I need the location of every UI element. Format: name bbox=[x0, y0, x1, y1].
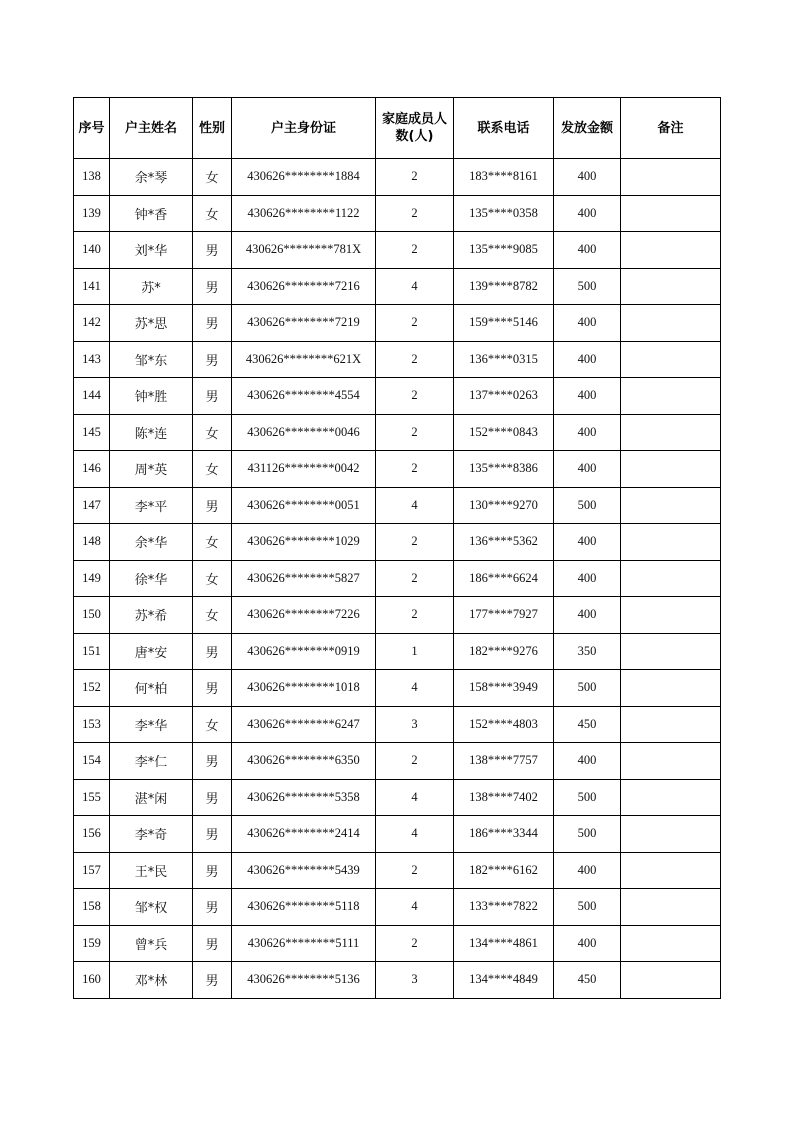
table-row bbox=[74, 232, 721, 269]
cell-gender: 男 bbox=[193, 816, 232, 853]
cell-no: 158 bbox=[74, 889, 110, 926]
cell-no: 154 bbox=[74, 743, 110, 780]
table-row bbox=[74, 706, 721, 743]
cell-id-card: 430626********7216 bbox=[232, 268, 376, 305]
cell-name: 李*仁 bbox=[110, 743, 193, 780]
cell-gender: 女 bbox=[193, 451, 232, 488]
cell-gender: 男 bbox=[193, 779, 232, 816]
cell-family-size: 3 bbox=[376, 962, 454, 999]
cell-family-size: 4 bbox=[376, 779, 454, 816]
cell-gender: 女 bbox=[193, 195, 232, 232]
cell-phone: 136****0315 bbox=[454, 341, 554, 378]
cell-id-card: 430626********0051 bbox=[232, 487, 376, 524]
cell-note bbox=[621, 779, 721, 816]
cell-amount: 500 bbox=[554, 816, 621, 853]
cell-id-card: 430626********1018 bbox=[232, 670, 376, 707]
cell-family-size: 2 bbox=[376, 925, 454, 962]
cell-name: 余*琴 bbox=[110, 159, 193, 196]
cell-amount: 500 bbox=[554, 487, 621, 524]
cell-no: 148 bbox=[74, 524, 110, 561]
cell-family-size: 2 bbox=[376, 414, 454, 451]
table-header bbox=[74, 98, 721, 159]
table-row bbox=[74, 633, 721, 670]
header-family-size bbox=[376, 98, 454, 159]
cell-family-size: 2 bbox=[376, 560, 454, 597]
cell-amount: 400 bbox=[554, 560, 621, 597]
cell-no: 145 bbox=[74, 414, 110, 451]
header-no: 序号 bbox=[74, 98, 110, 159]
table-row bbox=[74, 743, 721, 780]
cell-family-size: 4 bbox=[376, 816, 454, 853]
cell-name: 苏* bbox=[110, 268, 193, 305]
table-row bbox=[74, 889, 721, 926]
table-row bbox=[74, 670, 721, 707]
cell-family-size: 2 bbox=[376, 159, 454, 196]
cell-id-card: 430626********0046 bbox=[232, 414, 376, 451]
cell-amount: 400 bbox=[554, 341, 621, 378]
cell-phone: 134****4849 bbox=[454, 962, 554, 999]
cell-no: 152 bbox=[74, 670, 110, 707]
cell-name: 李*奇 bbox=[110, 816, 193, 853]
cell-phone: 152****4803 bbox=[454, 706, 554, 743]
cell-note bbox=[621, 305, 721, 342]
cell-family-size: 4 bbox=[376, 268, 454, 305]
cell-id-card: 430626********7226 bbox=[232, 597, 376, 634]
table-row bbox=[74, 305, 721, 342]
cell-no: 140 bbox=[74, 232, 110, 269]
cell-gender: 男 bbox=[193, 889, 232, 926]
cell-id-card: 430626********5439 bbox=[232, 852, 376, 889]
cell-amount: 350 bbox=[554, 633, 621, 670]
cell-note bbox=[621, 195, 721, 232]
cell-id-card: 431126********0042 bbox=[232, 451, 376, 488]
cell-note bbox=[621, 633, 721, 670]
cell-gender: 男 bbox=[193, 341, 232, 378]
cell-no: 150 bbox=[74, 597, 110, 634]
cell-phone: 136****5362 bbox=[454, 524, 554, 561]
cell-id-card: 430626********1029 bbox=[232, 524, 376, 561]
table-row bbox=[74, 852, 721, 889]
table-row bbox=[74, 560, 721, 597]
cell-name: 余*华 bbox=[110, 524, 193, 561]
cell-gender: 男 bbox=[193, 925, 232, 962]
cell-id-card: 430626********621X bbox=[232, 341, 376, 378]
cell-note bbox=[621, 378, 721, 415]
cell-note bbox=[621, 560, 721, 597]
cell-family-size: 2 bbox=[376, 341, 454, 378]
cell-name: 王*民 bbox=[110, 852, 193, 889]
cell-phone: 135****9085 bbox=[454, 232, 554, 269]
table-body bbox=[74, 159, 721, 999]
header-phone: 联系电话 bbox=[454, 98, 554, 159]
cell-amount: 400 bbox=[554, 378, 621, 415]
cell-amount: 400 bbox=[554, 925, 621, 962]
cell-family-size: 1 bbox=[376, 633, 454, 670]
cell-no: 157 bbox=[74, 852, 110, 889]
header-row bbox=[74, 98, 721, 159]
cell-note bbox=[621, 670, 721, 707]
cell-phone: 134****4861 bbox=[454, 925, 554, 962]
cell-phone: 182****9276 bbox=[454, 633, 554, 670]
header-amount: 发放金额 bbox=[554, 98, 621, 159]
cell-note bbox=[621, 341, 721, 378]
cell-phone: 133****7822 bbox=[454, 889, 554, 926]
cell-no: 147 bbox=[74, 487, 110, 524]
cell-name: 陈*连 bbox=[110, 414, 193, 451]
cell-note bbox=[621, 816, 721, 853]
cell-amount: 400 bbox=[554, 451, 621, 488]
cell-phone: 130****9270 bbox=[454, 487, 554, 524]
table-row bbox=[74, 268, 721, 305]
cell-name: 周*英 bbox=[110, 451, 193, 488]
cell-phone: 139****8782 bbox=[454, 268, 554, 305]
cell-no: 146 bbox=[74, 451, 110, 488]
cell-family-size: 4 bbox=[376, 487, 454, 524]
header-gender: 性别 bbox=[193, 98, 232, 159]
cell-gender: 男 bbox=[193, 852, 232, 889]
table-row bbox=[74, 378, 721, 415]
cell-name: 湛*闲 bbox=[110, 779, 193, 816]
cell-no: 151 bbox=[74, 633, 110, 670]
cell-name: 唐*安 bbox=[110, 633, 193, 670]
cell-amount: 400 bbox=[554, 852, 621, 889]
table-row bbox=[74, 962, 721, 999]
cell-amount: 500 bbox=[554, 670, 621, 707]
cell-id-card: 430626********1884 bbox=[232, 159, 376, 196]
cell-amount: 400 bbox=[554, 743, 621, 780]
cell-note bbox=[621, 925, 721, 962]
cell-name: 刘*华 bbox=[110, 232, 193, 269]
table-row bbox=[74, 524, 721, 561]
cell-family-size: 4 bbox=[376, 670, 454, 707]
cell-name: 邹*东 bbox=[110, 341, 193, 378]
cell-note bbox=[621, 414, 721, 451]
cell-id-card: 430626********7219 bbox=[232, 305, 376, 342]
cell-phone: 159****5146 bbox=[454, 305, 554, 342]
cell-id-card: 430626********5358 bbox=[232, 779, 376, 816]
cell-amount: 500 bbox=[554, 779, 621, 816]
table-row bbox=[74, 779, 721, 816]
cell-note bbox=[621, 232, 721, 269]
cell-note bbox=[621, 524, 721, 561]
cell-id-card: 430626********6247 bbox=[232, 706, 376, 743]
cell-family-size: 2 bbox=[376, 305, 454, 342]
cell-gender: 女 bbox=[193, 597, 232, 634]
cell-gender: 男 bbox=[193, 633, 232, 670]
table-row bbox=[74, 341, 721, 378]
cell-family-size: 4 bbox=[376, 889, 454, 926]
cell-id-card: 430626********781X bbox=[232, 232, 376, 269]
cell-id-card: 430626********1122 bbox=[232, 195, 376, 232]
cell-id-card: 430626********5111 bbox=[232, 925, 376, 962]
cell-gender: 男 bbox=[193, 743, 232, 780]
cell-gender: 女 bbox=[193, 524, 232, 561]
cell-phone: 186****3344 bbox=[454, 816, 554, 853]
cell-amount: 400 bbox=[554, 195, 621, 232]
cell-note bbox=[621, 743, 721, 780]
subsidy-table bbox=[73, 97, 721, 999]
cell-no: 155 bbox=[74, 779, 110, 816]
cell-name: 何*柏 bbox=[110, 670, 193, 707]
cell-amount: 500 bbox=[554, 268, 621, 305]
cell-note bbox=[621, 852, 721, 889]
cell-id-card: 430626********5136 bbox=[232, 962, 376, 999]
header-id-card: 户主身份证 bbox=[232, 98, 376, 159]
cell-note bbox=[621, 706, 721, 743]
cell-gender: 男 bbox=[193, 232, 232, 269]
table-row bbox=[74, 195, 721, 232]
cell-phone: 135****8386 bbox=[454, 451, 554, 488]
cell-name: 徐*华 bbox=[110, 560, 193, 597]
cell-note bbox=[621, 159, 721, 196]
cell-family-size: 2 bbox=[376, 378, 454, 415]
cell-phone: 183****8161 bbox=[454, 159, 554, 196]
cell-phone: 138****7757 bbox=[454, 743, 554, 780]
cell-gender: 女 bbox=[193, 706, 232, 743]
cell-no: 156 bbox=[74, 816, 110, 853]
cell-note bbox=[621, 889, 721, 926]
cell-name: 曾*兵 bbox=[110, 925, 193, 962]
header-name: 户主姓名 bbox=[110, 98, 193, 159]
cell-amount: 400 bbox=[554, 232, 621, 269]
cell-name: 邓*林 bbox=[110, 962, 193, 999]
cell-amount: 400 bbox=[554, 597, 621, 634]
cell-no: 139 bbox=[74, 195, 110, 232]
cell-gender: 女 bbox=[193, 414, 232, 451]
cell-amount: 400 bbox=[554, 414, 621, 451]
cell-family-size: 2 bbox=[376, 451, 454, 488]
cell-phone: 152****0843 bbox=[454, 414, 554, 451]
table-row bbox=[74, 451, 721, 488]
cell-no: 141 bbox=[74, 268, 110, 305]
table-row bbox=[74, 414, 721, 451]
cell-no: 143 bbox=[74, 341, 110, 378]
cell-id-card: 430626********6350 bbox=[232, 743, 376, 780]
cell-family-size: 2 bbox=[376, 524, 454, 561]
table-row bbox=[74, 487, 721, 524]
cell-id-card: 430626********4554 bbox=[232, 378, 376, 415]
table-row bbox=[74, 816, 721, 853]
cell-gender: 男 bbox=[193, 268, 232, 305]
cell-no: 153 bbox=[74, 706, 110, 743]
cell-gender: 男 bbox=[193, 487, 232, 524]
cell-family-size: 2 bbox=[376, 232, 454, 269]
header-family-size-label: 家庭成员人数(人) bbox=[381, 112, 447, 144]
cell-phone: 137****0263 bbox=[454, 378, 554, 415]
cell-amount: 400 bbox=[554, 524, 621, 561]
cell-no: 144 bbox=[74, 378, 110, 415]
cell-family-size: 3 bbox=[376, 706, 454, 743]
cell-note bbox=[621, 487, 721, 524]
cell-note bbox=[621, 597, 721, 634]
cell-gender: 女 bbox=[193, 560, 232, 597]
cell-name: 李*华 bbox=[110, 706, 193, 743]
cell-no: 138 bbox=[74, 159, 110, 196]
cell-no: 159 bbox=[74, 925, 110, 962]
cell-no: 160 bbox=[74, 962, 110, 999]
cell-name: 苏*希 bbox=[110, 597, 193, 634]
cell-amount: 500 bbox=[554, 889, 621, 926]
cell-phone: 158****3949 bbox=[454, 670, 554, 707]
cell-family-size: 2 bbox=[376, 195, 454, 232]
table-row bbox=[74, 159, 721, 196]
cell-gender: 男 bbox=[193, 378, 232, 415]
cell-id-card: 430626********5827 bbox=[232, 560, 376, 597]
cell-gender: 男 bbox=[193, 305, 232, 342]
cell-no: 149 bbox=[74, 560, 110, 597]
cell-family-size: 2 bbox=[376, 597, 454, 634]
cell-gender: 男 bbox=[193, 962, 232, 999]
cell-gender: 女 bbox=[193, 159, 232, 196]
cell-phone: 135****0358 bbox=[454, 195, 554, 232]
cell-family-size: 2 bbox=[376, 743, 454, 780]
table-row bbox=[74, 597, 721, 634]
cell-note bbox=[621, 451, 721, 488]
cell-amount: 400 bbox=[554, 305, 621, 342]
cell-note bbox=[621, 962, 721, 999]
cell-name: 李*平 bbox=[110, 487, 193, 524]
cell-no: 142 bbox=[74, 305, 110, 342]
cell-gender: 男 bbox=[193, 670, 232, 707]
cell-amount: 450 bbox=[554, 706, 621, 743]
header-note: 备注 bbox=[621, 98, 721, 159]
cell-phone: 138****7402 bbox=[454, 779, 554, 816]
table-row bbox=[74, 925, 721, 962]
cell-phone: 182****6162 bbox=[454, 852, 554, 889]
cell-id-card: 430626********2414 bbox=[232, 816, 376, 853]
cell-id-card: 430626********0919 bbox=[232, 633, 376, 670]
cell-phone: 186****6624 bbox=[454, 560, 554, 597]
cell-amount: 450 bbox=[554, 962, 621, 999]
cell-id-card: 430626********5118 bbox=[232, 889, 376, 926]
cell-name: 钟*香 bbox=[110, 195, 193, 232]
cell-name: 邹*权 bbox=[110, 889, 193, 926]
cell-amount: 400 bbox=[554, 159, 621, 196]
cell-name: 钟*胜 bbox=[110, 378, 193, 415]
cell-name: 苏*思 bbox=[110, 305, 193, 342]
cell-family-size: 2 bbox=[376, 852, 454, 889]
cell-note bbox=[621, 268, 721, 305]
cell-phone: 177****7927 bbox=[454, 597, 554, 634]
